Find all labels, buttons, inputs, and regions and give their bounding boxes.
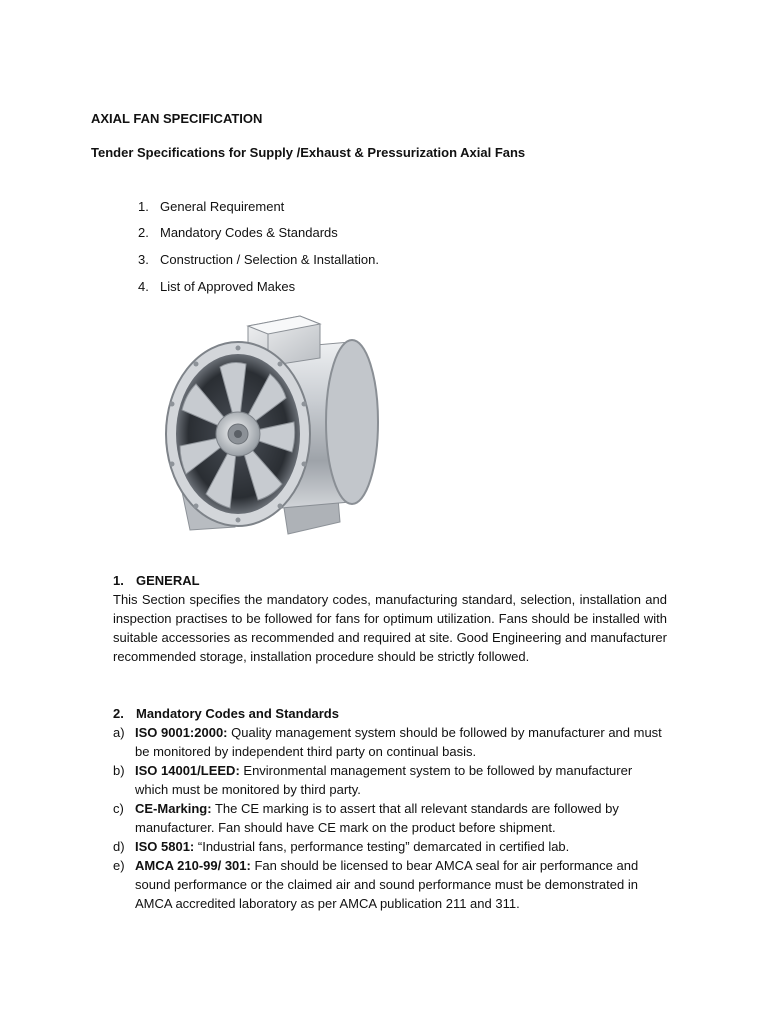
toc-item [138, 277, 295, 296]
toc-number: 2. [138, 225, 149, 240]
standard-item [113, 837, 667, 856]
document-subtitle: Tender Specifications for Supply /Exhaust & Pressurization Axial Fans [91, 145, 526, 160]
section-number: 1. [113, 573, 124, 588]
document-title: AXIAL FAN SPECIFICATION [91, 111, 263, 126]
item-body [135, 837, 667, 856]
toc-label: Construction / Selection & Installation. [160, 252, 379, 267]
toc-number: 4. [138, 279, 149, 294]
standard-code: ISO 5801: [135, 839, 195, 854]
standard-code: AMCA 210-99/ 301: [135, 858, 251, 873]
standard-code: CE-Marking: [135, 801, 212, 816]
section-title: GENERAL [136, 573, 200, 588]
toc-number: 1. [138, 199, 149, 214]
section-number: 2. [113, 706, 124, 721]
item-body [135, 723, 667, 761]
general-paragraph: This Section specifies the mandatory codes, manufacturing standard, selection, installation and inspection practises to be followed for fans for optimum utilization. Fans should be installed with suitable accessories as recommended and required at site. Good Engineering and manufacturer recommended storage, installation procedure should be strictly followed. [113, 592, 667, 664]
item-letter: a) [113, 725, 125, 740]
toc-label: General Requirement [160, 199, 285, 214]
standard-text: Quality management system should be followed by manufacturer and must be monitored by independent third party on continual basis. [135, 725, 662, 759]
item-body [135, 856, 667, 913]
item-body [135, 799, 667, 837]
section-heading [113, 571, 667, 590]
item-letter: e) [113, 858, 125, 873]
toc-item [138, 197, 284, 216]
section-title: Mandatory Codes and Standards [136, 706, 339, 721]
toc-item [138, 250, 379, 269]
item-letter: b) [113, 763, 125, 778]
toc-number: 3. [138, 252, 149, 267]
item-letter: c) [113, 801, 124, 816]
axial-fan-image [160, 312, 386, 538]
item-body [135, 761, 667, 799]
standard-code: ISO 9001:2000: [135, 725, 228, 740]
item-letter: d) [113, 839, 125, 854]
standards-section [113, 704, 667, 913]
toc-label: Mandatory Codes & Standards [160, 225, 338, 240]
general-section [113, 571, 667, 666]
standard-text: “Industrial fans, performance testing” demarcated in certified lab. [194, 839, 570, 854]
standard-text: The CE marking is to assert that all relevant standards are followed by manufacturer. Fan should have CE mark on the product before shipment. [135, 801, 619, 835]
standard-item [113, 799, 667, 837]
section-heading [113, 704, 667, 723]
toc-item [138, 223, 338, 242]
standard-item [113, 761, 667, 799]
standard-text: Fan should be licensed to bear AMCA seal for air performance and sound performance or the claimed air and sound performance must be demonstrated in AMCA accredited laboratory as per AMCA publication 211 and 311. [135, 858, 639, 911]
standard-item [113, 723, 667, 761]
standard-code: ISO 14001/LEED: [135, 763, 240, 778]
standard-text: Environmental management system to be followed by manufacturer which must be monitored by third party. [135, 763, 633, 797]
standard-item [113, 856, 667, 913]
toc-label: List of Approved Makes [160, 279, 296, 294]
